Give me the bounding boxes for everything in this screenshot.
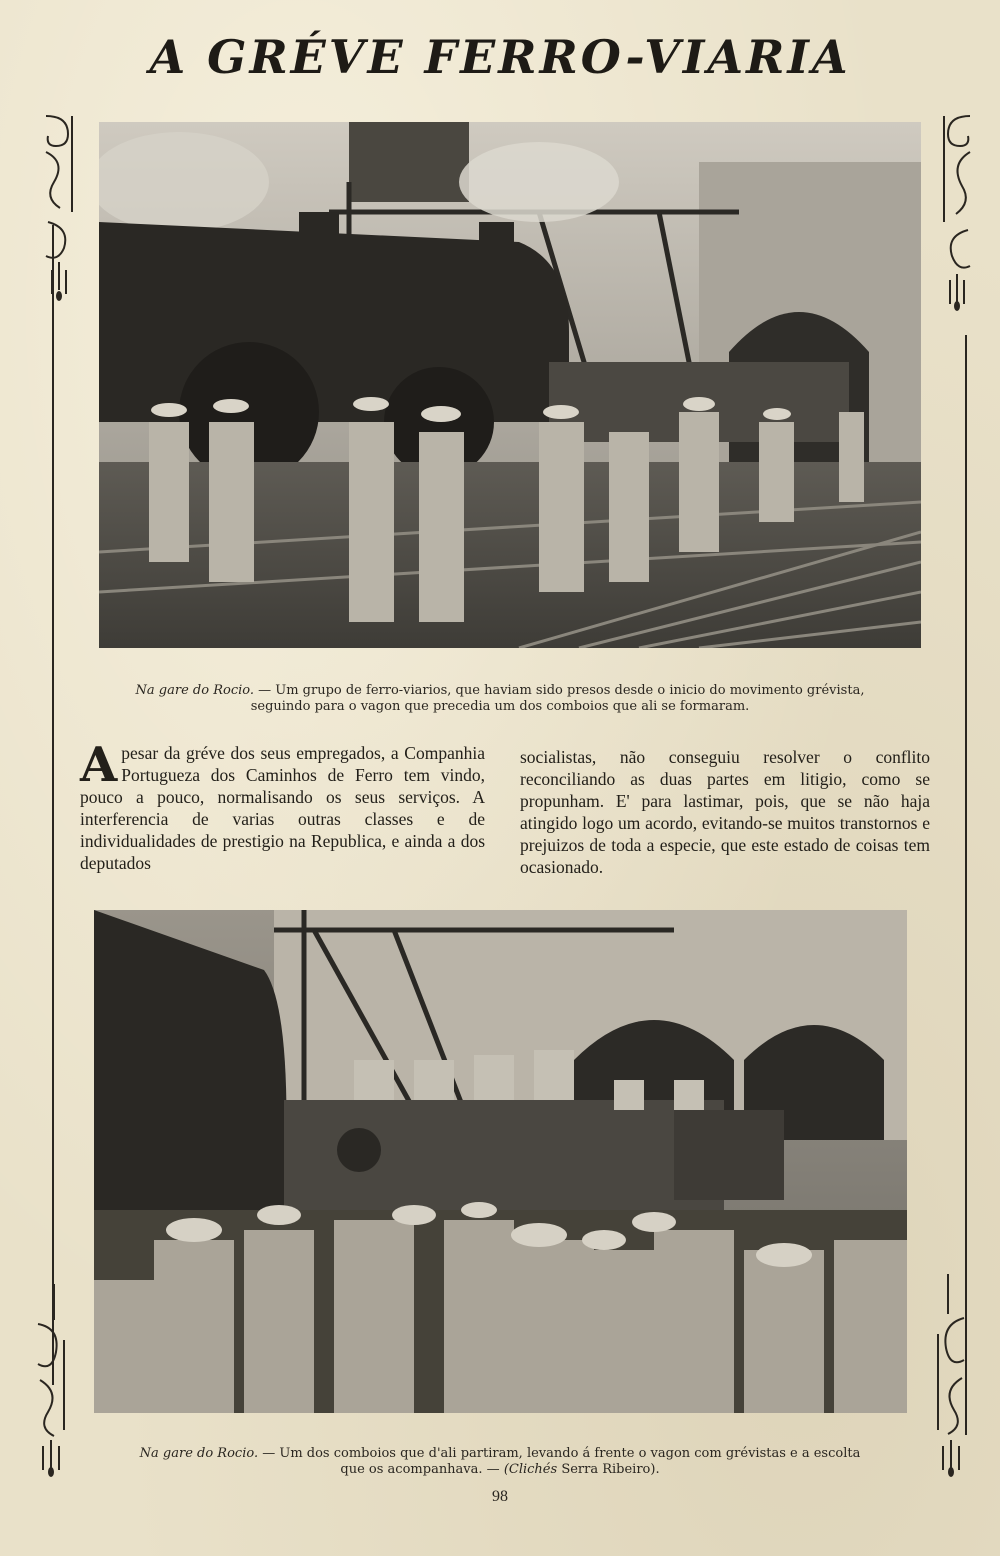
caption-bottom-credit: Serra Ribeiro). bbox=[561, 1462, 660, 1477]
caption-bottom-line-1 bbox=[85, 1446, 915, 1462]
caption-top-text-1: — Um grupo de ferro-viarios, que haviam sido presos desde o inicio do movimento grévista, bbox=[258, 683, 865, 698]
caption-bottom-line-2 bbox=[85, 1462, 915, 1478]
caption-top-line-1 bbox=[90, 683, 910, 699]
ornament-bottom-right bbox=[930, 1270, 972, 1480]
left-border-line bbox=[52, 225, 54, 1385]
page-number: 98 bbox=[492, 1488, 508, 1505]
ornament-top-right bbox=[936, 112, 978, 312]
photo-strikers-boarding-image bbox=[99, 122, 921, 648]
article-left-text: pesar da gréve dos seus empregados, a Companhia Portugueza dos Caminhos de Ferro tem vindo, pouco a pouco, normalisando os seus serviços. A interferencia de varias outras classes e de individualidades de prestigio na Republica, e ainda a dos deputados bbox=[80, 743, 485, 873]
article-right-text: socialistas, não conseguiu resolver o conflito reconciliando as duas partes em litigio, como se propunham. E' para lastimar, pois, que se não haja atingido logo um acordo, evitando-se muitos transtornos e prejuizos de toda a especie, que este estado de coisas tem ocasionado. bbox=[520, 747, 930, 877]
caption-top-place: Na gare do Rocio. bbox=[135, 683, 254, 698]
caption-bottom-place: Na gare do Rocio. bbox=[139, 1446, 259, 1461]
caption-top bbox=[90, 683, 910, 715]
article-dropcap: A bbox=[80, 737, 118, 793]
article-right-column bbox=[520, 746, 930, 878]
caption-bottom-text-2: que os acompanhava. — bbox=[340, 1462, 500, 1477]
ornament-top-left bbox=[38, 112, 80, 302]
article-left-column bbox=[80, 737, 485, 874]
caption-bottom-text-1: — Um dos comboios que d'ali partiram, levando á frente o vagon com grévistas e a escolta bbox=[262, 1446, 861, 1461]
photo-escort-wagon bbox=[94, 910, 907, 1413]
caption-bottom bbox=[85, 1446, 915, 1478]
photo-escort-wagon-image bbox=[94, 910, 907, 1413]
page-title: A GRÉVE FERRO-VIARIA bbox=[149, 30, 851, 84]
caption-top-line-2: seguindo para o vagon que precedia um dos comboios que ali se formaram. bbox=[250, 699, 750, 714]
photo-strikers-boarding bbox=[99, 122, 921, 648]
caption-bottom-credit-italic: (Clichés bbox=[503, 1462, 558, 1477]
ornament-bottom-left bbox=[30, 1280, 72, 1480]
